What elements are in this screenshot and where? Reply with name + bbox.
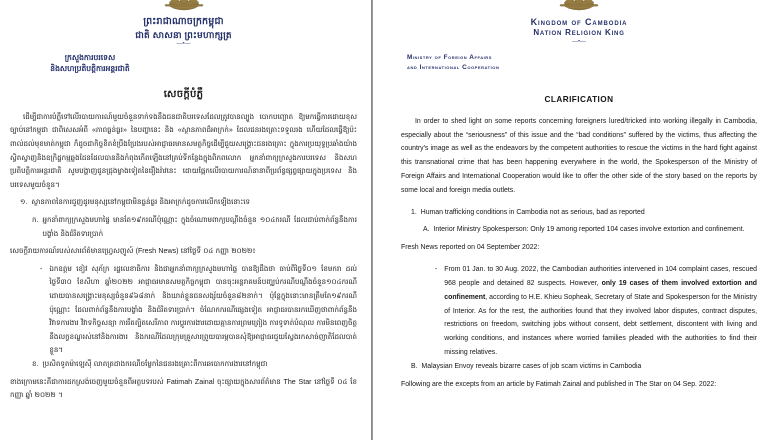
section-1a-bullet-text-kh: ឯកឧត្តម ខៀវ សុភ័ក្រ រដ្ឋលេខាធិការ និងជាអ្នកនាំពាក្យក្រសួងមហាផ្ទៃ បានឱ្យដឹងថា ចាប់ពីថ្ងៃទី០១ ខែមករា ដល់ថ្ងៃទី៣០ ខែសីហា ឆ្នាំ២០២២ អាជ្ញាធរមានសមត្ថកិច្ចកម្ពុជា បានចុះអន្តរាគមន៍បញ្ឈប់ករណីបណ្តឹងចំនួន១០៤ករណី ដោយបានសង្គ្រោះមនុស្សចំនួន៩៦៨នាក់ និងឃាត់ខ្លួនជនសង្ស័យចំនួន៨២នាក់។ ប៉ុន្តែក្នុងនោះមានត្រឹមតែ១៩ករណីប៉ុណ្ណោះ ដែលពាក់ព័ន្ធនឹងការបង្ខាំង និងជំរិតទារប្រាក់។ ចំណែកករណីផ្សេងទៀត អាជ្ញាធរបានរកឃើញថាពាក់ព័ន្ធនឹងវិវាទការងារ វិវាទកិច្ចសន្យា ការរឹតត្បិតសេរីភាព ការប្តូរការងារដោយគ្មានការព្រមព្រៀង ការទូទាត់បំណុល ការមិនពេញចិត្តនឹងលក្ខខណ្ឌរស់នៅនិងការងារ និងករណីដែលក្រុមគ្រួសារព្រួយបារម្ភបានសុំឱ្យអាជ្ញាធរជួយស្វែងរកសាច់ញាតិដែលបាត់ខ្លួន។	[49, 264, 357, 355]
section-1b-source-kh: ខាងក្រោមនេះគឺជាការដកស្រង់ចេញមួយចំនួនពីអត្ថបទរបស់ Fatimah Zainal ចុះផ្សាយក្នុងសារព័ត៌មាន The Star នៅថ្ងៃទី ០៤ ខែកញ្ញា ឆ្នាំ ២០២២ ។	[10, 377, 357, 400]
section-1b-heading-en: Malaysian Envoy reveals bizarre cases of job scam victims in Cambodia	[421, 362, 642, 370]
section-1a-kh	[32, 214, 357, 241]
section-1a-bullet-en	[435, 263, 757, 360]
divider-ornament-kh: —•—	[176, 41, 191, 46]
royal-arms-of-cambodia-icon	[552, 0, 606, 16]
section-1-en	[411, 206, 757, 220]
section-1a-source-kh: សេចក្តីរាយការណ៍របស់សារព័ត៌មានហ្វ្រេសញូស៍ (Fresh News) នៅថ្ងៃទី ០៤ កញ្ញា ២០២២៖	[10, 247, 256, 256]
bullet-text-before: From 01 Jan. to 30 Aug. 2022, the Cambodian authorities intervened in 104 complaint cases, rescued 968 people and detained 82 suspects. However,	[444, 266, 757, 287]
kingdom-line-kh: ព្រះរាជាណាចក្រកម្ពុជា	[143, 16, 224, 27]
section-1a-bullet-kh	[40, 263, 357, 358]
ministry-block-en	[407, 53, 757, 73]
section-1a-bullet-text-en	[444, 263, 757, 360]
bullet-text-after: , according to H.E. Khieu Sopheak, Secretary of State and Spokesperson for the Ministry of Interior. As for the rest, the authorities found that they involved labor disputes, contract disputes, restrictions on freedom, switching jobs without consent, debt settlement, discontent with living and working conditions, and instances where worried families pleaded with the authorities to find their missing relatives.	[444, 293, 757, 356]
section-1b-kh	[32, 358, 357, 372]
section-1a-marker-kh: ក.	[32, 216, 39, 224]
bullet-text-emphasis: only 19 cases of them involved extortion and confinement	[444, 279, 757, 301]
ministry-line-1-en: Ministry of Foreign Affairs	[407, 53, 492, 61]
intro-paragraph-kh: ដើម្បីជាការបំភ្លឺទៅលើរបាយការណ៍មួយចំនួនទាក់ទងនឹងជនជាតិបរទេសដែលត្រូវបានល្បួង បោកបញ្ឆោត ឱ្យមកធ្វើការដោយខុសច្បាប់នៅកម្ពុជា ជាពិសេសអំពី «ភាពធ្ងន់ធ្ងរ» នៃបញ្ហានេះ និង «ស្ថានភាពដ៏អាក្រក់» ដែលជនរងគ្រោះទទួលរង ហើយដែលធ្វើឱ្យប៉ះពាល់ដល់មុខមាត់កម្ពុជា ក៏ដូចជាកិច្ចខិតខំប្រឹងប្រែងរបស់អាជ្ញាធរមានសមត្ថកិច្ចដើម្បីជួយសង្គ្រោះជនរងគ្រោះ ក្នុងការប្រយុទ្ធប្រឆាំងយ៉ាងស្វិតស្វាញនិងឧក្រិដ្ឋកម្មឆ្លងដែនដែលបាននិងកំពុងកើតឡើងនៅគ្រប់ទីកន្លែងក្នុងពិភពលោក អ្នកនាំពាក្យក្រសួងការបរទេស និងសហប្រតិបត្តិការអន្តរជាតិ សូមបង្ហាញជូនជ្រុងម្ខាងទៀតនៃរឿងរ៉ាវនេះ ដោយផ្អែកលើរបាយការណ៍នានាពីប្រព័ន្ធផ្សព្វផ្សាយក្នុងប្រទេស និងបរទេសមួយចំនួន។	[10, 112, 357, 189]
section-1a-marker-en: A.	[423, 226, 430, 234]
section-1b-en	[411, 360, 757, 374]
ministry-line-2-kh: និងសហប្រតិបត្តិការអន្តរជាតិ	[50, 64, 130, 74]
bullet-dash-en: -	[435, 266, 438, 274]
ministry-block-kh	[14, 52, 166, 75]
section-1b-marker-kh: ខ.	[32, 360, 39, 369]
body-kh	[10, 111, 357, 403]
section-1-heading-kh: ស្ថានភាពនៃការជួញដូរមនុស្សនៅកម្ពុជាមិនធ្ងន់ធ្ងរ និងអាក្រក់ដូចការលើកឡើងនោះទេ	[31, 198, 250, 207]
document-title-kh: សេចក្តីបំភ្លឺ	[163, 88, 204, 100]
khmer-page	[0, 0, 372, 440]
section-1-marker-kh: ១.	[20, 198, 28, 207]
document-title-en: CLARIFICATION	[544, 94, 614, 104]
section-1-heading-en: Human trafficking conditions in Cambodia not as serious, bad as reported	[420, 208, 645, 216]
royal-arms-of-cambodia-icon	[157, 0, 211, 16]
royal-emblem-container-en	[401, 0, 757, 16]
intro-paragraph-en: In order to shed light on some reports concerning foreigners lured/tricked into working illegally in Cambodia, especially about the “seriousness” of this issue and the “bad conditions” suffered by the victims, thus affecting the country's image as well as the endeavors by the competent authorities to rescue the victims in the hard fight against this transnational crime that has been happening everywhere in the world, the Spokesperson of the Ministry of Foreign Affairs and International Cooperation would like to offer the other side of the story based on the reports by some local and foreign media outlets.	[401, 117, 757, 194]
section-1b-heading-kh: ប្រសិតទូតម៉ាឡេស៊ី លាតត្រដាងករណីចម្លែកនៃជនរងគ្រោះពីការឆបោកការងារនៅកម្ពុជា	[42, 360, 268, 369]
section-1a-heading-kh: អ្នកនាំពាក្យក្រសួងមហាផ្ទៃ មានតែ១៩ករណីប៉ុណ្ណោះ ក្នុងចំណោមពាក្យបណ្តឹងចំនួន ១០៤ករណី ដែលជាប់ពាក់ព័ន្ធនឹងការបង្ខាំង និងជំរិតទារប្រាក់	[42, 216, 357, 238]
motto-line-kh: ជាតិ សាសនា ព្រះមហាក្សត្រ	[135, 29, 232, 40]
royal-heading-kh	[10, 16, 357, 46]
english-page	[383, 0, 779, 440]
body-en	[401, 115, 757, 392]
divider-ornament-en: —•—	[571, 39, 587, 44]
section-1b-source-en: Following are the excepts from an article by Fatimah Zainal and published in The Star on 04 Sep. 2022:	[401, 380, 717, 388]
ministry-line-1-kh: ក្រសួងការបរទេស	[64, 52, 116, 62]
motto-line-en: Nation Religion King	[533, 28, 625, 38]
section-1a-source-en: Fresh News reported on 04 September 2022:	[401, 244, 540, 252]
bullet-dash-kh: -	[40, 264, 43, 273]
kingdom-line-en: Kingdom of Cambodia	[530, 17, 628, 27]
section-1a-en	[423, 223, 757, 237]
section-1-marker-en: 1.	[411, 208, 417, 216]
royal-heading-en	[401, 16, 757, 44]
section-1b-marker-en: B.	[411, 362, 418, 370]
section-1-kh	[20, 196, 357, 210]
royal-emblem-container	[10, 0, 357, 16]
section-1a-heading-en: Interior Ministry Spokesperson: Only 19 among reported 104 cases involve extortion and confinement.	[433, 226, 745, 234]
ministry-line-2-en: and International Cooperation	[407, 63, 500, 71]
page-gutter	[372, 0, 383, 440]
